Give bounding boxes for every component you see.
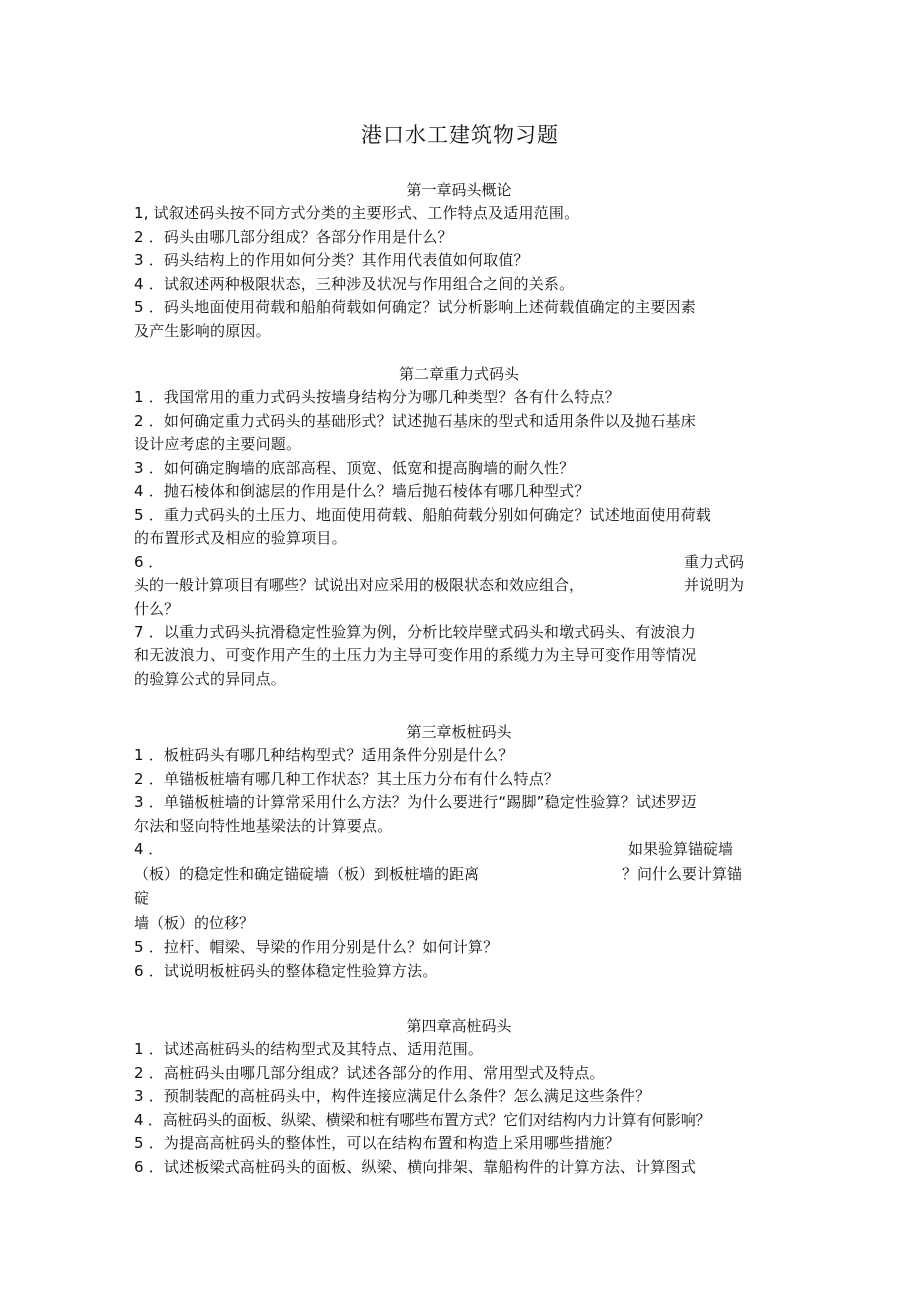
question-line: 1, 试叙述码头按不同方式分类的主要形式、工作特点及适用范围。 xyxy=(134,204,580,222)
question-fragment: 墙（板）的位移？ xyxy=(134,914,255,932)
chapter-2 xyxy=(134,362,784,691)
question-fragment: 如果验算锚碇墙 xyxy=(628,840,734,858)
document-title: 港口水工建筑物习题 xyxy=(361,123,559,147)
question-fragment: 重力式码 xyxy=(684,552,745,571)
question-line: 4 ．抛石棱体和倒滤层的作用是什么？墙后抛石棱体有哪几种型式？ xyxy=(134,482,590,500)
chapter-4-heading: 第四章高桩码头 xyxy=(406,1017,512,1035)
question-line: 尔法和竖向特性地基梁法的计算要点。 xyxy=(134,816,393,835)
question-line: 1 ．板桩码头有哪几种结构型式？适用条件分别是什么？ xyxy=(134,746,514,764)
question-line: 3 ．如何确定胸墙的底部高程、顶宽、低宽和提高胸墙的耐久性？ xyxy=(134,458,575,477)
question-line: 6 ．试说明板桩码头的整体稳定性验算方法。 xyxy=(134,961,438,980)
question-fragment: 什么？ xyxy=(134,599,180,618)
question-fragment: 头的一般计算项目有哪些？试说出对应采用的极限状态和效应组合， xyxy=(134,576,585,594)
question-line: 2 ．单锚板桩墙有哪几种工作状态？其土压力分布有什么特点？ xyxy=(134,769,560,788)
question-line: 2 ．码头由哪几部分组成？各部分作用是什么？ xyxy=(134,227,453,246)
question-line: 1 ．试述高桩码头的结构型式及其特点、适用范围。 xyxy=(134,1040,484,1058)
question-line: 的布置形式及相应的验算项目。 xyxy=(134,529,347,547)
question-line: 7 ．以重力式码头抗滑稳定性验算为例，分析比较岸壁式码头和墩式码头、有波浪力 xyxy=(134,622,696,641)
question-line: 5 ．为提高高桩码头的整体性，可以在结构布置和构造上采用哪些措施？ xyxy=(134,1134,620,1152)
chapter-4 xyxy=(134,1014,784,1179)
question-4-block xyxy=(134,838,784,936)
question-line: 1 ．我国常用的重力式码头按墙身结构分为哪几种类型？各有什么特点？ xyxy=(134,388,620,406)
question-number: 4 ． xyxy=(134,840,164,858)
question-fragment: 并说明为 xyxy=(684,576,745,594)
question-line: 3 ．预制装配的高桩码头中，构件连接应满足什么条件？怎么满足这些条件？ xyxy=(134,1087,651,1105)
chapter-2-heading: 第二章重力式码头 xyxy=(398,365,519,383)
question-number: 6 ． xyxy=(134,552,164,571)
question-line: 2 ．高桩码头由哪几部分组成？试述各部分的作用、常用型式及特点。 xyxy=(134,1063,605,1082)
chapter-3 xyxy=(134,720,784,983)
question-fragment: （板）的稳定性和确定锚碇墙（板）到板桩墙的距离 xyxy=(134,865,480,883)
question-line: 的验算公式的异同点。 xyxy=(134,669,287,688)
question-line: 4 ．试叙述两种极限状态，三种涉及状况与作用组合之间的关系。 xyxy=(134,274,575,293)
chapter-1 xyxy=(134,178,784,343)
question-line: 3 ．单锚板桩墙的计算常采用什么方法？为什么要进行“踢脚”稳定性验算？试述罗迈 xyxy=(134,793,697,811)
question-fragment: ？问什么要计算锚 xyxy=(622,865,743,883)
question-line: 4 ．高桩码头的面板、纵梁、横梁和桩有哪些布置方式？它们对结构内力计算有何影响？ xyxy=(134,1110,711,1129)
question-line: 5 ．拉杆、帽梁、导梁的作用分别是什么？如何计算？ xyxy=(134,938,499,956)
question-line: 设计应考虑的主要问题。 xyxy=(134,435,302,453)
question-fragment: 碇 xyxy=(134,889,150,907)
question-line: 2 ．如何确定重力式码头的基础形式？试述抛石基床的型式和适用条件以及抛石基床 xyxy=(134,411,696,430)
question-line: 5 ．码头地面使用荷载和船舶荷载如何确定？试分析影响上述荷载值确定的主要因素 xyxy=(134,298,696,316)
question-line: 和无波浪力、可变作用产生的土压力为主导可变作用的系缆力为主导可变作用等情况 xyxy=(134,646,697,664)
chapter-1-heading: 第一章码头概论 xyxy=(406,181,512,199)
question-line: 5 ．重力式码头的土压力、地面使用荷载、船舶荷载分别如何确定？试述地面使用荷载 xyxy=(134,505,712,524)
chapter-3-heading: 第三章板桩码头 xyxy=(406,723,512,741)
question-line: 3 ．码头结构上的作用如何分类？其作用代表值如何取值？ xyxy=(134,251,529,269)
question-line: 6 ．试述板梁式高桩码头的面板、纵梁、横向排架、靠船构件的计算方法、计算图式 xyxy=(134,1157,696,1176)
question-6-block xyxy=(134,551,784,621)
question-line: 及产生影响的原因。 xyxy=(134,321,271,340)
